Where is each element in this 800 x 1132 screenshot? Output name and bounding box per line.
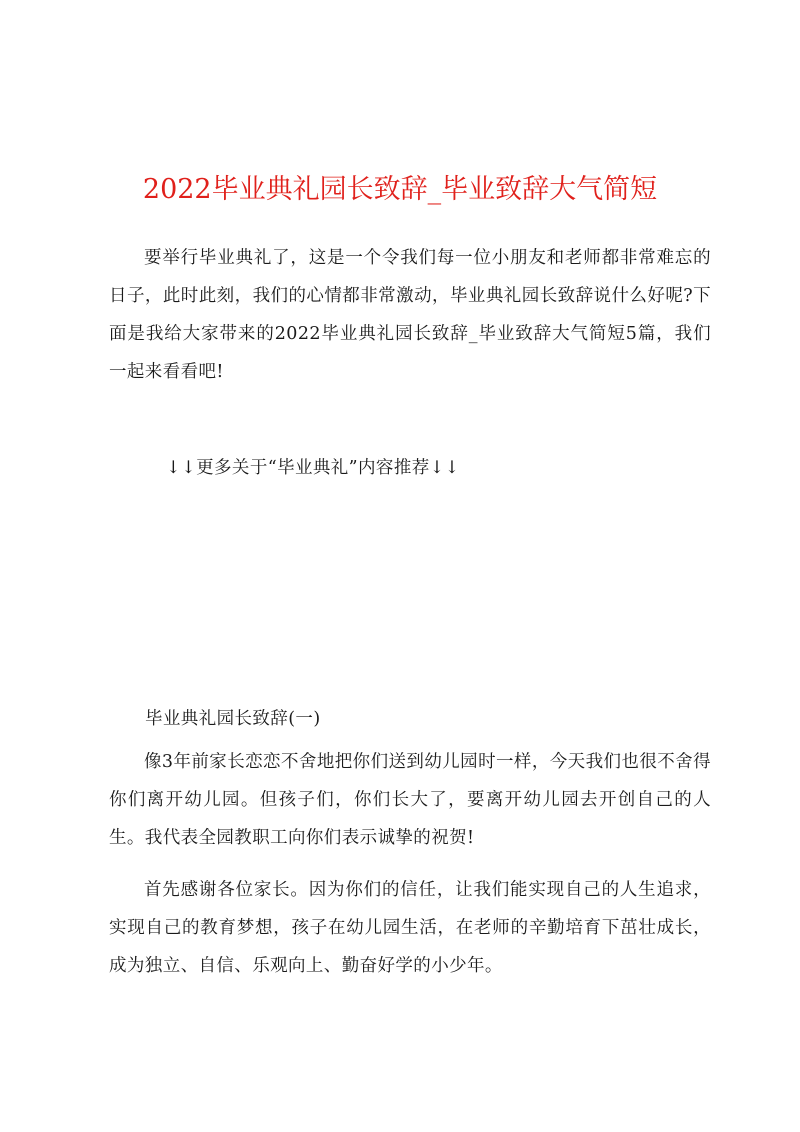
section-heading: 毕业典礼园长致辞(一) (145, 709, 321, 729)
recommend-link[interactable]: ↓↓更多关于“毕业典礼”内容推荐↓↓ (166, 458, 460, 478)
body-paragraph-1: 像3年前家长恋恋不舍地把你们送到幼儿园时一样，今天我们也很不舍得你们离开幼儿园。但孩子们，你们长大了，要离开幼儿园去开创自己的人生。我代表全园教职工向你们表示诚挚的祝贺! (109, 752, 711, 848)
intro-paragraph: 要举行毕业典礼了，这是一个令我们每一位小朋友和老师都非常难忘的日子，此时此刻，我们的心情都非常激动，毕业典礼园长致辞说什么好呢?下面是我给大家带来的2022毕业典礼园长致辞_毕业致辞大气简短5篇，我们一起来看看吧! (109, 248, 711, 382)
document-title: 2022毕业典礼园长致辞_毕业致辞大气简短 (142, 174, 658, 205)
body-paragraph-2: 首先感谢各位家长。因为你们的信任，让我们能实现自己的人生追求，实现自己的教育梦想，孩子在幼儿园生活，在老师的辛勤培育下茁壮成长，成为独立、自信、乐观向上、勤奋好学的小少年。 (109, 880, 711, 976)
